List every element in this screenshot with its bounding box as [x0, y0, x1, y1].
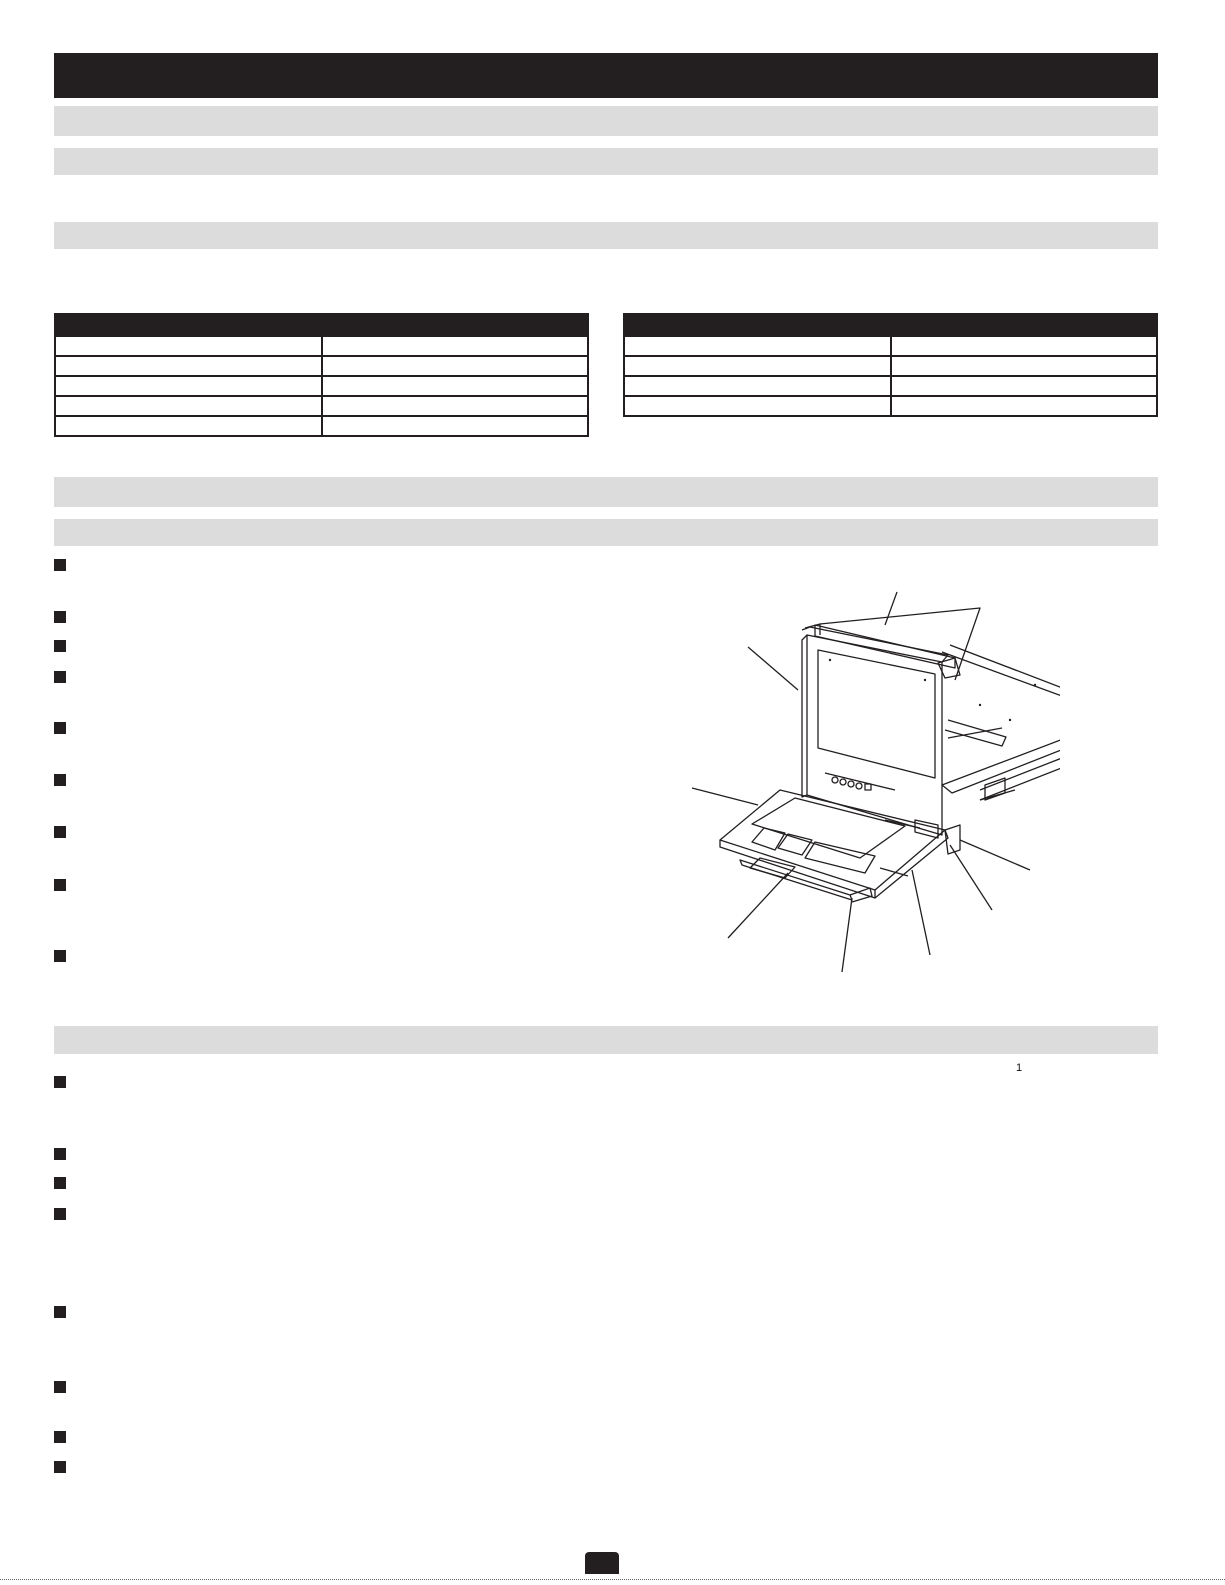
table-row — [55, 396, 588, 416]
table-row — [55, 416, 588, 436]
subsection-heading-band — [54, 519, 1158, 546]
list-bullet — [54, 1381, 66, 1393]
spec-table-left — [54, 313, 589, 437]
list-bullet — [54, 640, 66, 652]
section-heading-band — [54, 106, 1158, 136]
list-bullet — [54, 774, 66, 786]
list-bullet — [54, 1177, 66, 1189]
table-row — [55, 336, 588, 356]
list-bullet — [54, 1461, 66, 1473]
kvm-console-drawer-illustration-icon — [680, 580, 1060, 980]
list-bullet — [54, 1306, 66, 1318]
list-bullet — [54, 722, 66, 734]
footnote-marker: 1 — [1016, 1062, 1023, 1074]
list-bullet — [54, 879, 66, 891]
table-row — [624, 336, 1157, 356]
table-header-row — [624, 314, 1157, 336]
list-bullet — [54, 950, 66, 962]
list-bullet — [54, 611, 66, 623]
list-bullet — [54, 1431, 66, 1443]
table-row — [624, 356, 1157, 376]
list-bullet — [54, 671, 66, 683]
section-heading-band — [54, 477, 1158, 507]
subsection-heading-band — [54, 222, 1158, 249]
page-number-tab — [585, 1552, 619, 1574]
page-title-bar — [54, 53, 1158, 98]
list-bullet — [54, 1208, 66, 1220]
list-bullet — [54, 1148, 66, 1160]
subsection-heading-band — [54, 148, 1158, 175]
table-header-row — [55, 314, 588, 336]
section-heading-band — [54, 1026, 1158, 1054]
table-row — [55, 356, 588, 376]
list-bullet — [54, 1076, 66, 1088]
spec-table-right — [623, 313, 1158, 417]
table-row — [55, 376, 588, 396]
table-row — [624, 396, 1157, 416]
list-bullet — [54, 826, 66, 838]
page-bottom-rule — [0, 1579, 1225, 1580]
list-bullet — [54, 559, 66, 571]
table-row — [624, 376, 1157, 396]
